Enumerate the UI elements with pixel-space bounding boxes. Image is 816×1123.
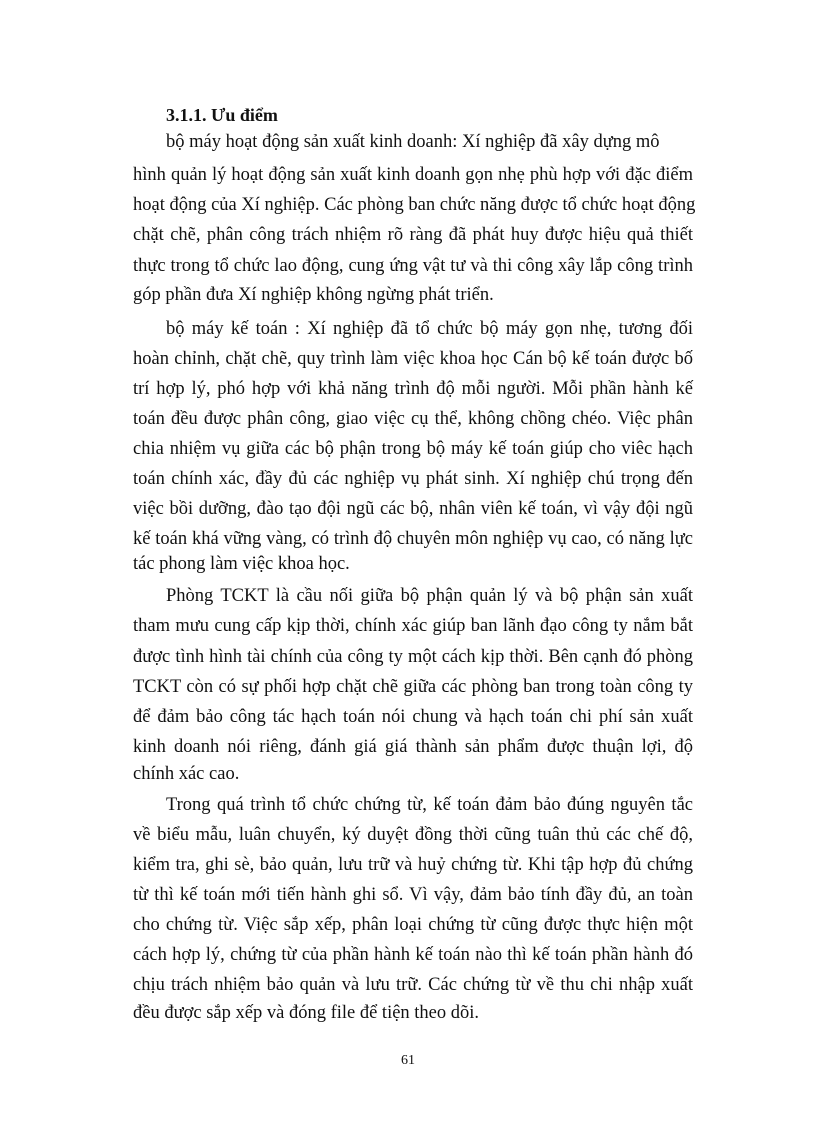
paragraph-line: thực trong tổ chức lao động, cung ứng vật tư và thi công xây lắp công trình: [133, 256, 693, 276]
paragraph-line: từ thì kế toán mới tiến hành ghi sổ. Vì vậy, đảm bảo tính đầy đủ, an toàn: [133, 885, 693, 905]
paragraph-line: chịu trách nhiệm bảo quản và lưu trữ. Các chứng từ về thu chi nhập xuất: [133, 975, 693, 995]
paragraph-line: bộ máy hoạt động sản xuất kinh doanh: Xí nghiệp đã xây dựng mô: [166, 132, 660, 152]
paragraph-line: kinh doanh nói riêng, đánh giá giá thành sản phẩm được thuận lợi, độ: [133, 737, 693, 757]
paragraph-line: được tình hình tài chính của công ty một cách kịp thời. Bên cạnh đó phòng: [133, 647, 693, 667]
paragraph-line: toán đều được phân công, giao việc cụ thể, không chồng chéo. Việc phân: [133, 409, 693, 429]
paragraph-line: chặt chẽ, phân công trách nhiệm rõ ràng đã phát huy được hiệu quả thiết: [133, 225, 693, 245]
paragraph-line: về biểu mẫu, luân chuyển, ký duyệt đồng thời cũng tuân thủ các chế độ,: [133, 825, 693, 845]
section-heading: 3.1.1. Ưu điểm: [166, 105, 278, 125]
paragraph-line: kế toán khá vững vàng, có trình độ chuyên môn nghiệp vụ cao, có năng lực: [133, 529, 693, 549]
paragraph-line: Trong quá trình tổ chức chứng từ, kế toán đảm bảo đúng nguyên tắc: [166, 795, 693, 815]
paragraph-line: hoàn chỉnh, chặt chẽ, quy trình làm việc khoa học Cán bộ kế toán được bố: [133, 349, 693, 369]
paragraph-line: góp phần đưa Xí nghiệp không ngừng phát triển.: [133, 285, 494, 305]
paragraph-line: đều được sắp xếp và đóng file để tiện theo dõi.: [133, 1003, 480, 1023]
paragraph-line: TCKT còn có sự phối hợp chặt chẽ giữa các phòng ban trong toàn công ty: [133, 677, 693, 697]
paragraph-line: bộ máy kế toán : Xí nghiệp đã tổ chức bộ máy gọn nhẹ, tương đối: [166, 319, 693, 339]
paragraph-line: để đảm bảo công tác hạch toán nói chung và hạch toán chi phí sản xuất: [133, 707, 693, 727]
paragraph-line: tham mưu cung cấp kịp thời, chính xác giúp ban lãnh đạo công ty nắm bắt: [133, 616, 693, 636]
paragraph-line: chính xác cao.: [133, 764, 240, 784]
paragraph-line: chia nhiệm vụ giữa các bộ phận trong bộ máy kế toán giúp cho viêc hạch: [133, 439, 693, 459]
paragraph-line: hình quản lý hoạt động sản xuất kinh doanh gọn nhẹ phù hợp với đặc điểm: [133, 165, 693, 185]
page-number: 61: [401, 1053, 415, 1068]
paragraph-line: cho chứng từ. Việc sắp xếp, phân loại chứng từ cũng được thực hiện một: [133, 915, 693, 935]
paragraph-line: hoạt động của Xí nghiệp. Các phòng ban chức năng được tổ chức hoạt động: [133, 195, 696, 215]
paragraph-line: việc bồi dưỡng, đào tạo đội ngũ các bộ, nhân viên kế toán, vì vậy đội ngũ: [133, 499, 693, 519]
paragraph-line: kiểm tra, ghi sè, bảo quản, lưu trữ và huỷ chứng từ. Khi tập hợp đủ chứng: [133, 855, 693, 875]
paragraph-line: trí hợp lý, phó hợp với khả năng trình độ mỗi người. Mỗi phần hành kế: [133, 379, 693, 399]
paragraph-line: toán chính xác, đầy đủ các nghiệp vụ phát sinh. Xí nghiệp chú trọng đến: [133, 469, 693, 489]
paragraph-line: tác phong làm việc khoa học.: [133, 554, 350, 574]
paragraph-line: Phòng TCKT là cầu nối giữa bộ phận quản lý và bộ phận sản xuất: [166, 586, 693, 606]
paragraph-line: cách hợp lý, chứng từ của phần hành kế toán nào thì kế toán phần hành đó: [133, 945, 693, 965]
